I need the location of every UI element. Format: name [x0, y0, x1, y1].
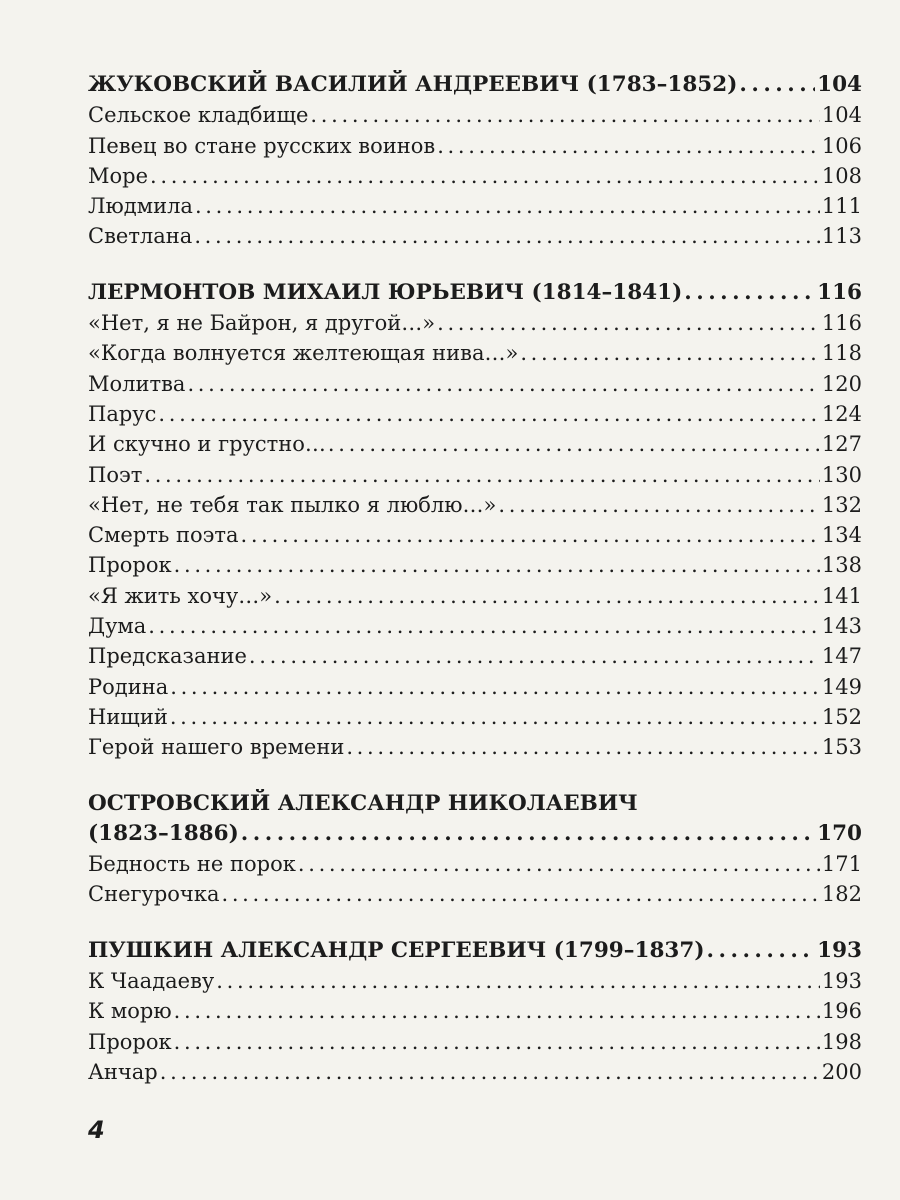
entry-title: Пророк [88, 1029, 172, 1054]
toc-entry [88, 966, 862, 996]
leader-dots [174, 1027, 820, 1057]
toc-entry [88, 732, 862, 762]
page-ref: 200 [821, 1059, 862, 1084]
leader-dots [160, 1057, 820, 1087]
entry-title: «Когда волнуется желтеющая нива…» [88, 341, 519, 366]
leader-dots [249, 641, 820, 671]
toc-entry [88, 1057, 862, 1087]
entry-title: Предсказание [88, 644, 247, 669]
entry-title: Светлана [88, 224, 193, 249]
leader-dots [520, 338, 820, 368]
leader-dots [174, 550, 820, 580]
leader-dots [498, 490, 820, 520]
toc-entry [88, 611, 862, 641]
page-ref: 193 [821, 969, 862, 994]
page-ref: 130 [821, 462, 862, 487]
page-ref: 104 [817, 72, 862, 97]
leader-dots [310, 100, 819, 130]
entry-title: Снегурочка [88, 882, 220, 907]
entry-title: Родина [88, 674, 169, 699]
toc-entry [88, 429, 862, 459]
author-name: ЖУКОВСКИЙ ВАСИЛИЙ АНДРЕЕВИЧ (1783–1852) [88, 72, 738, 97]
page-ref: 120 [821, 371, 862, 396]
leader-dots [216, 966, 820, 996]
leader-dots [158, 399, 820, 429]
toc-entry [88, 131, 862, 161]
leader-dots [684, 278, 815, 308]
page-ref: 143 [821, 614, 862, 639]
leader-dots [346, 732, 820, 762]
toc-entry [88, 672, 862, 702]
leader-dots [274, 581, 820, 611]
leader-dots [195, 191, 820, 221]
toc-entry [88, 161, 862, 191]
page-ref: 198 [821, 1029, 862, 1054]
page-ref: 104 [821, 103, 862, 128]
toc-entry [88, 879, 862, 909]
page-ref: 127 [821, 432, 862, 457]
page-ref: 118 [821, 341, 862, 366]
leader-dots [150, 161, 820, 191]
page-ref: 134 [821, 523, 862, 548]
entry-title: Сельское кладбище [88, 103, 309, 128]
author-dates: (1823–1886) [88, 820, 239, 846]
page-ref: 116 [817, 279, 862, 305]
entry-title: Парус [88, 401, 157, 426]
page-ref: 124 [821, 401, 862, 426]
toc-entry [88, 399, 862, 429]
toc-entry [88, 702, 862, 732]
entry-title: Герой нашего времени [88, 735, 345, 760]
entry-title: К Чаадаеву [88, 969, 215, 994]
entry-title: И скучно и грустно… [88, 432, 326, 457]
entry-title: К морю [88, 999, 172, 1024]
entry-title: Нищий [88, 704, 168, 729]
page-ref: 153 [821, 735, 862, 760]
table-of-contents [88, 70, 862, 1113]
page-ref: 170 [817, 820, 862, 846]
page-number: 4 [88, 1116, 105, 1144]
entry-title: Смерть поэта [88, 523, 239, 548]
page-ref: 113 [821, 224, 862, 249]
entry-title: Анчар [88, 1059, 158, 1084]
leader-dots [241, 819, 815, 849]
leader-dots [437, 308, 820, 338]
page-ref: 147 [821, 644, 862, 669]
page-ref: 138 [821, 553, 862, 578]
entry-title: Певец во стане русских воинов [88, 133, 436, 158]
entry-title: Молитва [88, 371, 186, 396]
toc-entry [88, 641, 862, 671]
entry-title: Дума [88, 614, 147, 639]
toc-entry [88, 490, 862, 520]
page-ref: 111 [821, 194, 862, 219]
toc-entry [88, 100, 862, 130]
toc-entry [88, 849, 862, 879]
toc-author-heading [88, 70, 862, 100]
author-name: ЛЕРМОНТОВ МИХАИЛ ЮРЬЕВИЧ (1814–1841) [88, 279, 683, 305]
toc-entry [88, 996, 862, 1026]
entry-title: «Нет, не тебя так пылко я люблю…» [88, 492, 497, 517]
leader-dots [148, 611, 820, 641]
entry-title: Поэт [88, 462, 143, 487]
entry-title: Людмила [88, 194, 193, 219]
toc-entry [88, 460, 862, 490]
leader-dots [187, 369, 819, 399]
page-ref: 141 [821, 583, 862, 608]
author-name: ОСТРОВСКИЙ АЛЕКСАНДР НИКОЛАЕВИЧ [88, 790, 638, 816]
toc-entry [88, 581, 862, 611]
toc-section-lermontov [88, 278, 862, 763]
page-ref: 196 [821, 999, 862, 1024]
page-ref: 193 [817, 937, 862, 963]
leader-dots [194, 221, 820, 251]
toc-entry [88, 369, 862, 399]
toc-entry [88, 308, 862, 338]
page-ref: 152 [821, 704, 862, 729]
leader-dots [328, 429, 820, 459]
leader-dots [170, 702, 820, 732]
leader-dots [144, 460, 820, 490]
leader-dots [739, 70, 815, 100]
page-ref: 182 [821, 882, 862, 907]
page-ref: 171 [821, 852, 862, 877]
toc-section-zhukovsky [88, 70, 862, 252]
entry-title: Море [88, 163, 149, 188]
leader-dots [298, 849, 820, 879]
page-ref: 116 [821, 311, 862, 336]
entry-title: Бедность не порок [88, 852, 296, 877]
toc-author-dates [88, 819, 862, 849]
toc-section-pushkin [88, 936, 862, 1087]
toc-section-ostrovsky [88, 789, 862, 910]
leader-dots [707, 936, 816, 966]
entry-title: Пророк [88, 553, 172, 578]
toc-author-heading [88, 789, 862, 819]
leader-dots [437, 131, 820, 161]
page-ref: 106 [821, 133, 862, 158]
toc-entry [88, 191, 862, 221]
leader-dots [170, 672, 820, 702]
toc-entry [88, 550, 862, 580]
toc-entry [88, 1027, 862, 1057]
toc-entry [88, 520, 862, 550]
toc-author-heading [88, 936, 862, 966]
page-ref: 108 [821, 163, 862, 188]
toc-entry [88, 338, 862, 368]
leader-dots [221, 879, 819, 909]
page-ref: 149 [821, 674, 862, 699]
toc-entry [88, 221, 862, 251]
leader-dots [241, 520, 820, 550]
author-name: ПУШКИН АЛЕКСАНДР СЕРГЕЕВИЧ (1799–1837) [88, 937, 705, 963]
leader-dots [174, 996, 820, 1026]
entry-title: «Я жить хочу…» [88, 583, 273, 608]
entry-title: «Нет, я не Байрон, я другой…» [88, 311, 436, 336]
toc-author-heading [88, 278, 862, 308]
page-ref: 132 [821, 492, 862, 517]
